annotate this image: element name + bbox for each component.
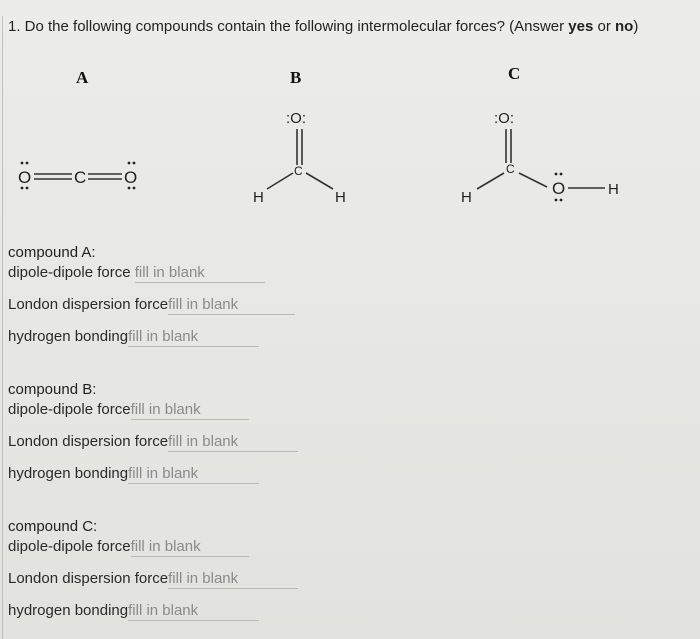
compound-a-hbond-row: [8, 327, 328, 347]
compound-b-dipole-blank[interactable]: fill in blank: [131, 401, 249, 420]
compound-c-dipole-blank[interactable]: fill in blank: [131, 538, 249, 557]
compound-c-hbond-row: [8, 601, 328, 621]
question-suffix: ): [633, 18, 639, 35]
molecule-c-label: C: [508, 64, 521, 83]
dipole-dipole-label: dipole-dipole force: [8, 264, 135, 281]
compound-c-hbond-blank[interactable]: fill in blank: [128, 602, 259, 621]
compound-c-title: compound C:: [8, 518, 98, 535]
compound-a-dipole-row: [8, 263, 328, 283]
molecule-b-structure: [245, 105, 365, 215]
compound-a-hbond-blank[interactable]: fill in blank: [128, 328, 259, 347]
london-dispersion-label: London dispersion force: [8, 433, 169, 450]
compound-a-section: [8, 243, 328, 347]
compound-b-hbond-blank[interactable]: fill in blank: [128, 465, 259, 484]
compound-c-section: [8, 517, 328, 621]
question-text: [8, 18, 638, 35]
compound-b-dipole-row: [8, 400, 328, 420]
london-dispersion-label: London dispersion force: [8, 570, 169, 587]
atom-o-right: O: [124, 168, 138, 187]
compound-c-london-blank[interactable]: fill in blank: [168, 570, 298, 589]
london-dispersion-label: London dispersion force: [8, 296, 169, 313]
atom-h-hydroxyl: H: [608, 181, 619, 198]
hydrogen-bonding-label: hydrogen bonding: [8, 465, 129, 482]
compound-b-london-blank[interactable]: fill in blank: [168, 433, 298, 452]
compound-a-london-blank[interactable]: fill in blank: [168, 296, 295, 315]
molecule-b-label: B: [290, 68, 302, 87]
compound-a-title: compound A:: [8, 244, 96, 261]
atom-o-lone-pairs: :O:: [286, 110, 307, 127]
compound-b-london-row: [8, 432, 328, 452]
atom-o-left: O: [18, 168, 32, 187]
atom-o-lone-pairs: :O:: [494, 110, 515, 127]
hydrogen-bonding-label: hydrogen bonding: [8, 602, 129, 619]
compound-c-london-row: [8, 569, 328, 589]
compound-b-hbond-row: [8, 464, 328, 484]
atom-h-left: H: [253, 189, 264, 206]
molecule-a-label: A: [76, 68, 89, 87]
atom-h-right: H: [335, 189, 346, 206]
margin-rule: [2, 16, 3, 639]
question-prefix: 1. Do the following compounds contain the following intermolecular forces? (Answer: [8, 18, 569, 35]
molecule-a-structure: [10, 150, 170, 210]
compound-b-title: compound B:: [8, 381, 97, 398]
compound-b-section: [8, 380, 328, 484]
dipole-dipole-label: dipole-dipole force: [8, 538, 131, 555]
compound-a-london-row: [8, 295, 328, 315]
compound-a-dipole-blank[interactable]: fill in blank: [135, 264, 265, 283]
question-yes: yes: [568, 18, 594, 35]
compound-c-dipole-row: [8, 537, 328, 557]
atom-o-hydroxyl: O: [552, 179, 566, 198]
atom-h-left: H: [461, 189, 472, 206]
atom-c: C: [506, 162, 515, 176]
hydrogen-bonding-label: hydrogen bonding: [8, 328, 129, 345]
atom-c: C: [74, 168, 87, 187]
atom-c: C: [294, 164, 303, 178]
molecule-c-structure: [455, 105, 645, 215]
question-no: no: [615, 18, 634, 35]
dipole-dipole-label: dipole-dipole force: [8, 401, 131, 418]
question-or: or: [593, 18, 616, 35]
